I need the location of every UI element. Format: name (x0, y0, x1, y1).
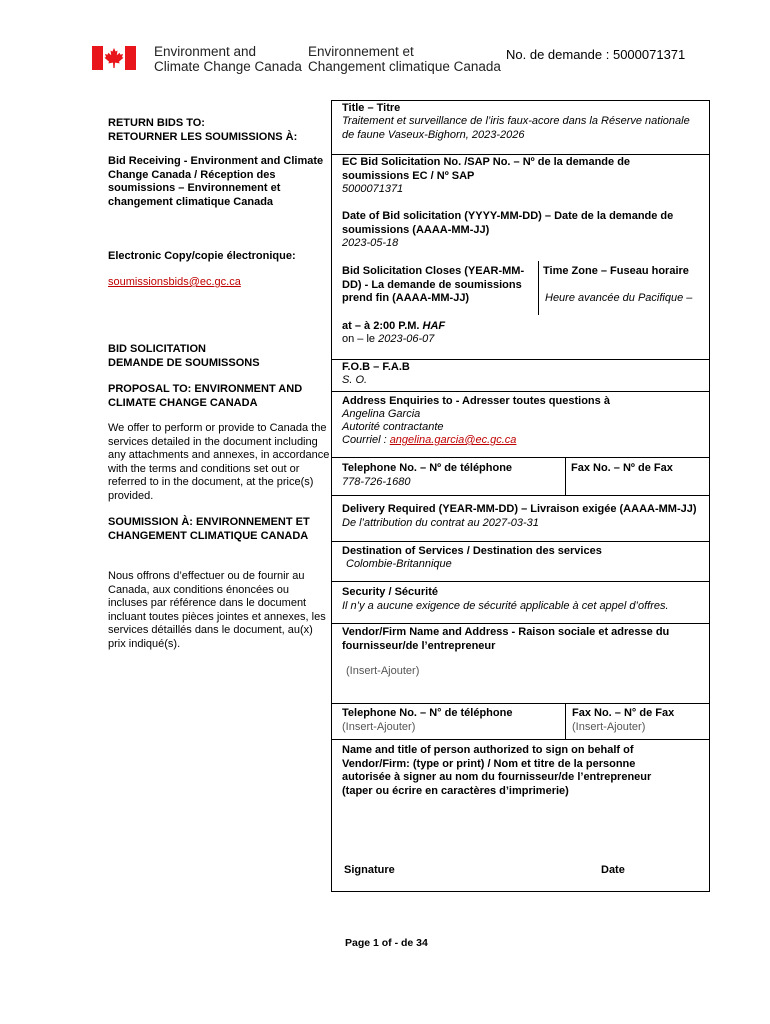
rule (332, 457, 709, 458)
timezone-value: Heure avancée du Pacifique – (545, 292, 693, 304)
maple-leaf-icon (103, 46, 125, 70)
title-value: Traitement et surveillance de l’iris faux-acore dans la Réserve nationale de faune Vaseux-Bighorn, 2023-2026 (342, 115, 690, 141)
rule (332, 581, 709, 582)
rule (332, 623, 709, 624)
security-label: Security / Sécurité (342, 586, 438, 598)
org-name-en (154, 45, 302, 74)
org-fr-line-2: Changement climatique Canada (308, 58, 501, 74)
close-time-prefix: at – à (342, 320, 371, 332)
closes-label: Bid Solicitation Closes (YEAR-MM-DD) - La demande de soumissions prend fin (AAAA-MM-JJ) (342, 265, 525, 304)
org-en-line-2: Climate Change Canada (154, 58, 302, 74)
offer-text-en: We offer to perform or provide to Canada the services detailed in the document including any attachments and annexes, in accordance with the terms and conditions set out or referred to in the document, at the price(s) provided. (108, 422, 330, 502)
bid-solicitation-fr: DEMANDE DE SOUMISSONS (108, 356, 260, 369)
vendor-fax-label: Fax No. – N° de Fax (572, 707, 675, 719)
fob-value: S. O. (342, 374, 368, 386)
vendor-phone-value[interactable]: (Insert-Ajouter) (342, 721, 416, 733)
rule (538, 261, 539, 315)
contact-email-prefix: Courriel : (342, 434, 387, 446)
title-label: Title – Titre (342, 102, 401, 114)
rule (332, 495, 709, 496)
vendor-label: Vendor/Firm Name and Address - Raison sociale et adresse du fournisseur/de l’entrepreneur (342, 626, 670, 652)
solicitation-no-value: 5000071371 (342, 183, 404, 195)
return-bids-heading (108, 117, 328, 144)
return-bids-en: RETURN BIDS TO: (108, 117, 205, 129)
signature-date-label: Date (601, 864, 625, 876)
security-value: Il n’y a aucune exigence de sécurité applicable à cet appel d’offres. (342, 600, 669, 612)
contact-email-line (342, 434, 516, 448)
canada-flag-logo (92, 46, 136, 70)
request-number: No. de demande : 5000071371 (506, 47, 686, 62)
delivery-label: Delivery Required (YEAR-MM-DD) – Livraison exigée (AAAA-MM-JJ) (342, 503, 697, 515)
org-fr-line-1: Environnement et (308, 44, 414, 59)
rule (565, 457, 566, 495)
contact-role: Autorité contractante (342, 421, 444, 433)
soumission-heading: SOUMISSION À: ENVIRONNEMENT ET CHANGEMENT CLIMATIQUE CANADA (108, 516, 310, 542)
rule (332, 391, 709, 392)
vendor-fax-value[interactable]: (Insert-Ajouter) (572, 721, 646, 733)
flag-bar-left (92, 46, 103, 70)
destination-label: Destination of Services / Destination des services (342, 545, 602, 557)
solicitation-no-label: EC Bid Solicitation No. /SAP No. – Nº de la demande de soumissions EC / Nº SAP (342, 156, 631, 182)
timezone-label: Time Zone – Fuseau horaire (543, 265, 689, 277)
contact-email-link[interactable]: angelina.garcia@ec.gc.ca (389, 434, 517, 446)
vendor-phone-label: Telephone No. – N° de téléphone (342, 707, 513, 719)
close-time (342, 320, 445, 334)
rule (332, 541, 709, 542)
vendor-value[interactable]: (Insert-Ajouter) (346, 665, 420, 677)
phone-value: 778-726-1680 (342, 476, 411, 488)
signature-label: Signature (344, 864, 395, 876)
bid-receiving: Bid Receiving - Environment and Climate Change Canada / Réception des soumissions – Environnement et changement climatique Canada (108, 155, 324, 208)
close-time-zone: HAF (422, 320, 446, 332)
submission-email[interactable]: soumissionsbids@ec.gc.ca (108, 276, 241, 288)
enquiries-label: Address Enquiries to - Adresser toutes questions à (342, 395, 610, 407)
rule (332, 703, 709, 704)
solicitation-date-value: 2023-05-18 (342, 237, 399, 249)
offer-text-fr: Nous offrons d’effectuer ou de fournir au Canada, aux conditions énoncées ou incluses par référence dans le document incluant toutes pièces jointes et annexes, les services détaillés dans le document, au(x) prix indiqué(s). (108, 570, 326, 650)
bid-solicitation-en: BID SOLICITATION (108, 343, 206, 355)
return-bids-fr: RETOURNER LES SOUMISSIONS À: (108, 130, 298, 143)
electronic-copy-label: Electronic Copy/copie électronique: (108, 250, 296, 262)
phone-label: Telephone No. – Nº de téléphone (342, 462, 513, 474)
rule (565, 703, 566, 739)
solicitation-details-table (331, 100, 710, 892)
close-date-value: 2023-06-07 (378, 333, 435, 345)
close-on-prefix: on – le (342, 333, 376, 345)
org-name-fr (308, 45, 501, 74)
rule (332, 154, 709, 155)
flag-bar-right (125, 46, 136, 70)
fax-label: Fax No. – Nº de Fax (571, 462, 673, 474)
contact-name: Angelina Garcia (342, 408, 421, 420)
page-number: Page 1 of - de 34 (345, 937, 428, 949)
delivery-value: De l’attribution du contrat au 2027-03-31 (342, 517, 539, 529)
close-time-value: 2:00 P.M. (373, 320, 420, 332)
rule (332, 359, 709, 360)
org-en-line-1: Environment and (154, 44, 257, 59)
fob-label: F.O.B – F.A.B (342, 361, 410, 373)
submission-email-link[interactable] (108, 276, 241, 290)
close-date (342, 333, 434, 347)
solicitation-date-label: Date of Bid solicitation (YYYY-MM-DD) – Date de la demande de soumissions (AAAA-MM-JJ) (342, 210, 674, 236)
bid-solicitation-heading (108, 343, 328, 370)
destination-value: Colombie-Britannique (346, 558, 452, 570)
proposal-to: PROPOSAL TO: ENVIRONMENT AND CLIMATE CHANGE CANADA (108, 383, 303, 409)
rule (332, 739, 709, 740)
authorized-person-label: Name and title of person authorized to sign on behalf of Vendor/Firm: (type or print) / Nom et titre de la personne autorisée à signer au nom du fournisseur/de l’entrepreneur (taper ou écrire en caractères d’imprimerie) (342, 744, 652, 797)
